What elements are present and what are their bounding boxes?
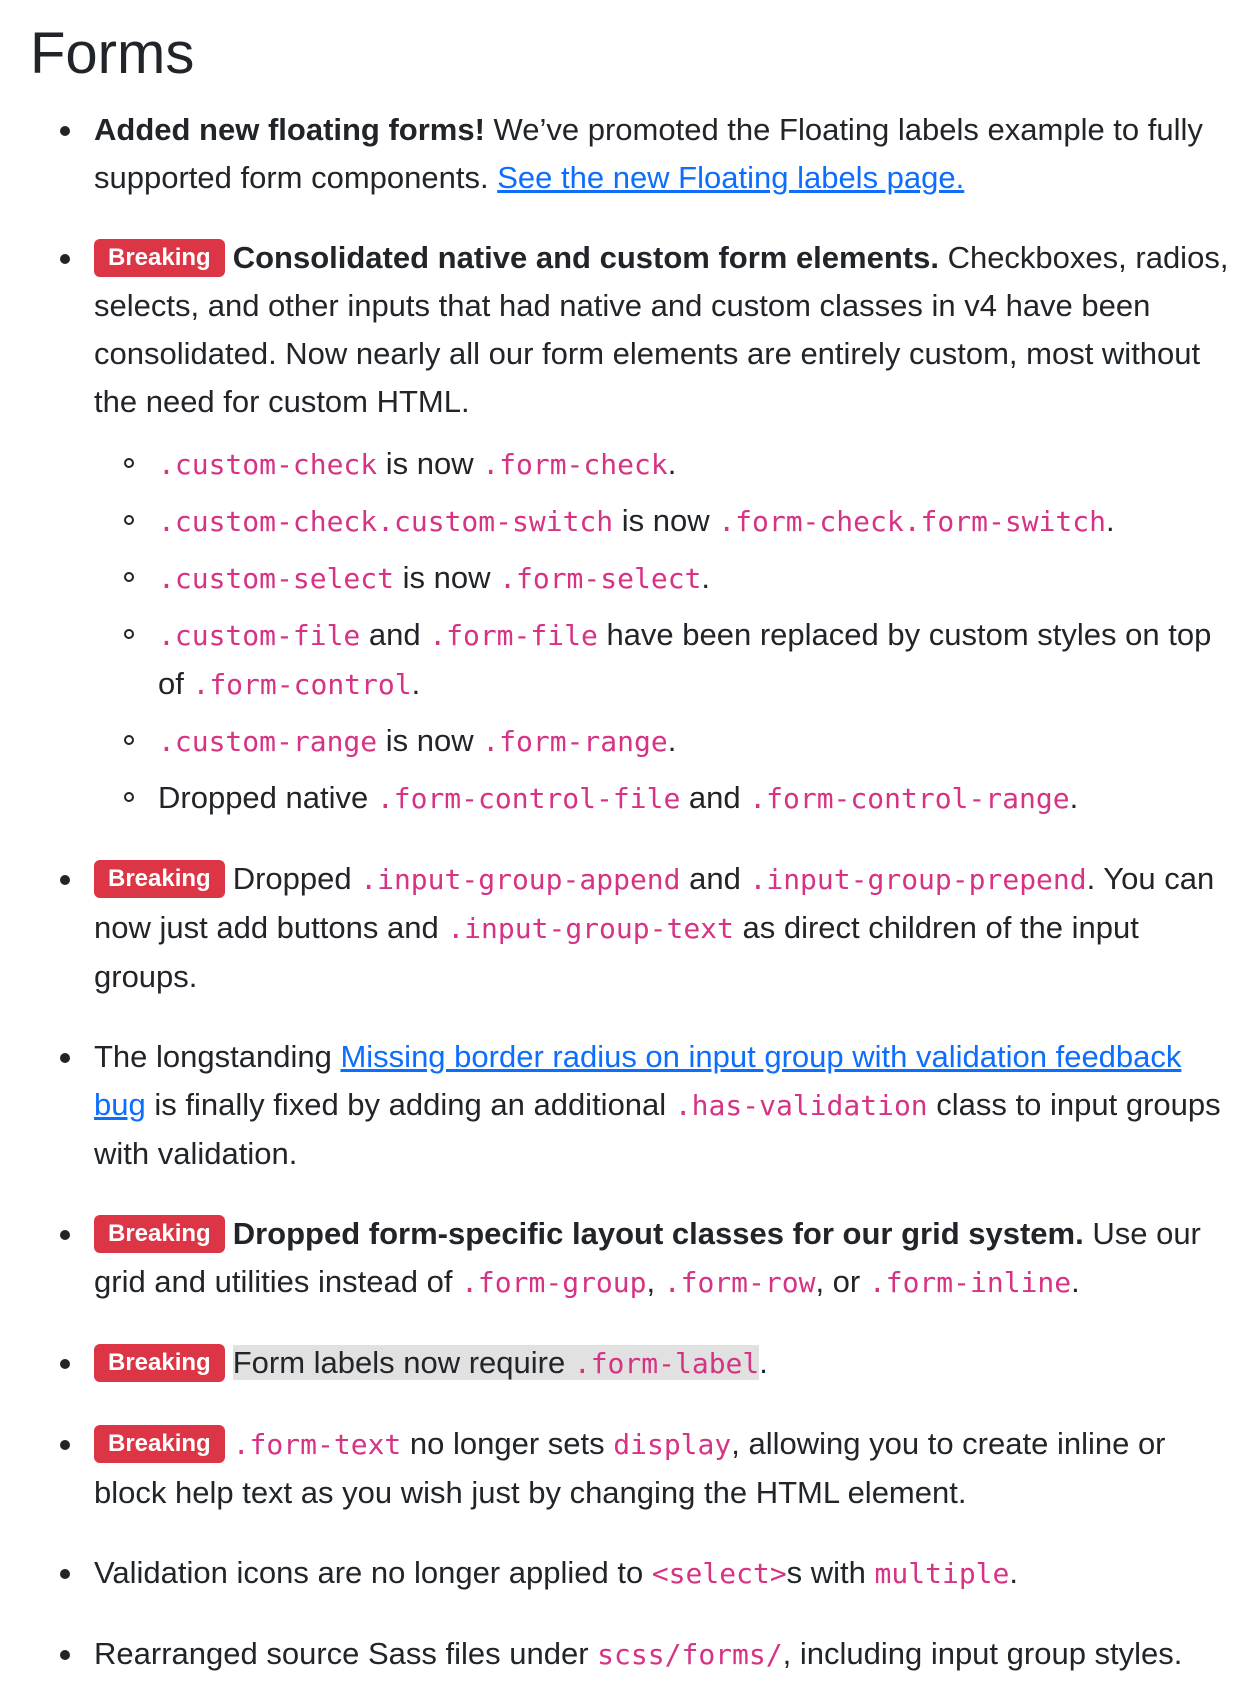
sub-text: . xyxy=(701,560,711,595)
code-text: display xyxy=(613,1428,732,1461)
changes-list xyxy=(30,106,1236,1679)
breaking-badge: Breaking xyxy=(94,1344,225,1382)
item-text: , or xyxy=(815,1264,869,1299)
item-text: . xyxy=(1009,1555,1019,1590)
sub-text: and xyxy=(680,780,750,815)
item-text: Use our grid and utilities instead of xyxy=(94,1216,1201,1299)
code-text: .form-check xyxy=(482,448,668,481)
code-text: .form-check.form-switch xyxy=(718,505,1106,538)
item-text: Form labels now require xyxy=(232,1345,574,1380)
item-text: Rearranged source Sass files under xyxy=(94,1636,598,1671)
code-text: .form-control-file xyxy=(376,782,681,815)
item-text: is finally fixed by adding an additional xyxy=(145,1087,675,1122)
list-item xyxy=(94,234,1236,823)
sub-text: is now xyxy=(377,446,483,481)
sub-text: is now xyxy=(394,560,500,595)
sub-list-item xyxy=(158,774,1236,823)
item-text: . xyxy=(759,1345,768,1380)
code-text: .custom-check xyxy=(158,448,378,481)
sub-text: . xyxy=(667,446,677,481)
code-text: .input-group-prepend xyxy=(749,863,1087,896)
item-heading: Consolidated native and custom form elements. xyxy=(232,240,939,275)
sub-list xyxy=(94,440,1236,823)
code-text: <select> xyxy=(651,1557,787,1590)
highlighted-text xyxy=(233,1345,760,1380)
code-text: .form-control-range xyxy=(749,782,1070,815)
item-text: s with xyxy=(786,1555,875,1590)
item-text: Validation icons are no longer applied to xyxy=(94,1555,652,1590)
code-text: .custom-file xyxy=(158,619,361,652)
code-text: .custom-select xyxy=(158,562,395,595)
code-text: .form-group xyxy=(461,1266,647,1299)
code-text: .input-group-append xyxy=(360,863,681,896)
code-text: .custom-range xyxy=(158,725,378,758)
item-text: The longstanding xyxy=(94,1039,341,1074)
item-text: , xyxy=(646,1264,664,1299)
sub-text: . xyxy=(411,666,421,701)
item-text: , including input group styles. xyxy=(782,1636,1183,1671)
sub-text: have been replaced by custom styles on top of xyxy=(158,617,1212,701)
code-text: .form-range xyxy=(482,725,668,758)
breaking-badge: Breaking xyxy=(94,1425,225,1463)
code-text: .custom-check.custom-switch xyxy=(158,505,614,538)
list-item xyxy=(94,1630,1236,1679)
sub-list-item xyxy=(158,497,1236,546)
item-text: and xyxy=(680,861,750,896)
breaking-badge: Breaking xyxy=(94,239,225,277)
sub-text: is now xyxy=(377,723,483,758)
list-item xyxy=(94,855,1236,1001)
code-text: .form-label xyxy=(573,1347,760,1380)
code-text: .form-row xyxy=(663,1266,816,1299)
sub-list-item xyxy=(158,440,1236,489)
item-text: class to input groups with validation. xyxy=(94,1087,1221,1171)
breaking-badge: Breaking xyxy=(94,1215,225,1253)
page-title: Forms xyxy=(30,21,195,86)
list-item xyxy=(94,1210,1236,1307)
breaking-badge: Breaking xyxy=(94,860,225,898)
item-text: Checkboxes, radios, selects, and other inputs that had native and custom classes in v4 have been consolidated. Now nearly all our form elements are entirely custom, most without the need for custom HTML. xyxy=(94,240,1229,419)
item-text: . You can now just add buttons and xyxy=(94,861,1215,945)
sub-text: Dropped native xyxy=(158,780,377,815)
code-text: .form-inline xyxy=(868,1266,1072,1299)
list-item xyxy=(94,1339,1236,1388)
sub-text: and xyxy=(360,617,430,652)
list-item xyxy=(94,1033,1236,1178)
code-text: .has-validation xyxy=(674,1089,928,1122)
code-text: scss/forms/ xyxy=(597,1638,783,1671)
item-text: Dropped xyxy=(232,861,361,896)
code-text: .form-control xyxy=(192,668,412,701)
sub-text: . xyxy=(667,723,677,758)
code-text: .form-select xyxy=(499,562,702,595)
code-text: multiple xyxy=(874,1557,1010,1590)
floating-labels-link[interactable]: See the new Floating labels page. xyxy=(497,160,965,195)
item-text: We’ve promoted the Floating labels example to fully supported form components. xyxy=(94,112,1203,195)
sub-text: . xyxy=(1106,503,1115,538)
item-text: , allowing you to create inline or block help text as you wish just by changing the HTML element. xyxy=(94,1426,1166,1510)
list-item xyxy=(94,1420,1236,1517)
sub-text: is now xyxy=(613,503,719,538)
code-text: .form-text xyxy=(232,1428,402,1461)
item-text: no longer sets xyxy=(401,1426,614,1461)
item-heading: Added new floating forms! xyxy=(94,112,485,147)
code-text: .form-file xyxy=(429,619,598,652)
item-text: as direct children of the input groups. xyxy=(94,910,1139,994)
sub-text: . xyxy=(1069,780,1079,815)
item-text: . xyxy=(1071,1264,1080,1299)
item-heading: Dropped form-specific layout classes for our grid system. xyxy=(232,1216,1084,1251)
sub-list-item xyxy=(158,611,1236,709)
list-item xyxy=(94,1549,1236,1598)
list-item xyxy=(94,106,1236,202)
sub-list-item xyxy=(158,717,1236,766)
sub-list-item xyxy=(158,554,1236,603)
border-radius-bug-link[interactable]: Missing border radius on input group with validation feedback bug xyxy=(94,1039,1182,1122)
code-text: .input-group-text xyxy=(447,912,734,945)
